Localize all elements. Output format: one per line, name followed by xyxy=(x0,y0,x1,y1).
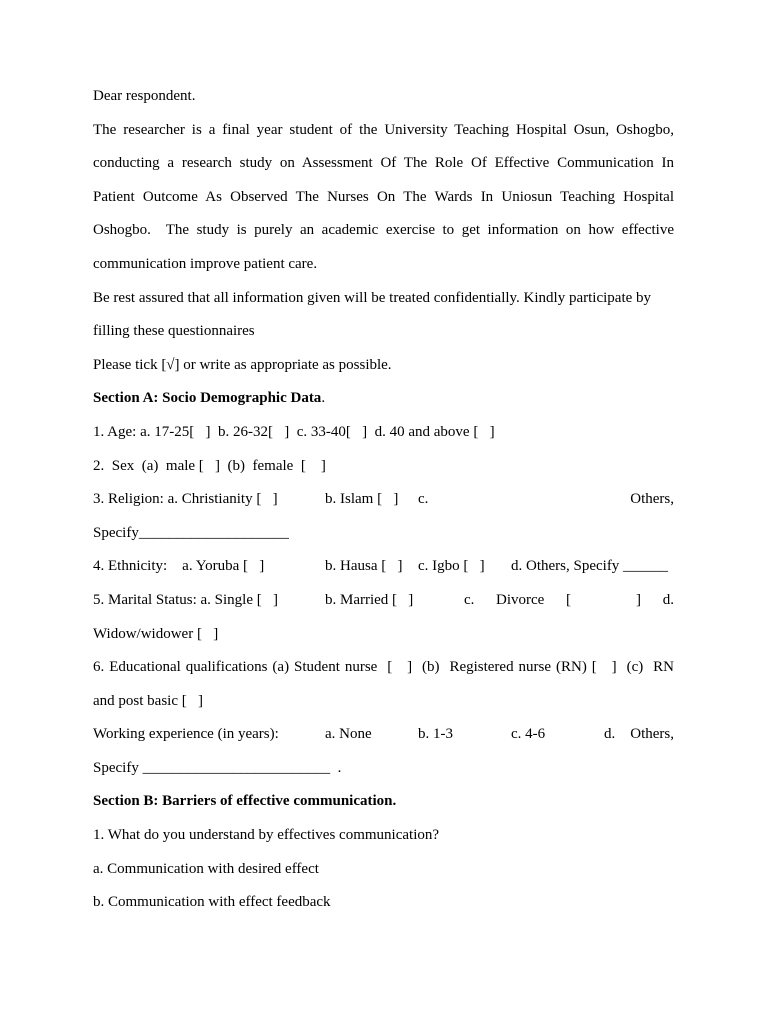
experience-label: Working experience (in years): xyxy=(93,726,279,743)
marital-divorce: Divorce xyxy=(496,591,545,608)
instruction: Please tick [√] or write as appropriate as possible. xyxy=(93,356,392,373)
question-religion xyxy=(93,487,674,521)
ethnicity-hausa: b. Hausa [ ] xyxy=(325,558,403,575)
intro-line-2: conducting a research study on Assessment Of The Role Of Effective Communication In xyxy=(93,155,674,172)
religion-islam: b. Islam [ ] xyxy=(325,491,399,508)
marital-c: c. xyxy=(464,591,475,608)
section-b-option-b: b. Communication with effect feedback xyxy=(93,894,331,911)
question-working-experience xyxy=(93,722,674,756)
religion-c: c. xyxy=(418,491,429,508)
marital-bracket-open: [ xyxy=(566,591,571,608)
religion-specify: Specify____________________ xyxy=(93,524,289,541)
section-a-heading xyxy=(93,386,674,420)
section-a-title: Section A: Socio Demographic Data xyxy=(93,390,322,407)
intro-line-4: Oshogbo. The study is purely an academic exercise to get information on how effective xyxy=(93,222,674,239)
ethnicity-igbo: c. Igbo [ ] xyxy=(418,558,485,575)
marital-d: d. xyxy=(662,591,674,608)
experience-d: d. xyxy=(604,726,616,743)
section-b-question-1: 1. What do you understand by effectives communication? xyxy=(93,827,440,844)
experience-none: a. None xyxy=(325,726,372,743)
question-marital-status xyxy=(93,588,674,622)
questionnaire-page xyxy=(93,84,674,924)
question-sex: 2. Sex (a) male [ ] (b) female [ ] xyxy=(93,457,326,474)
experience-4-6: c. 4-6 xyxy=(511,726,546,743)
assurance-line-2: filling these questionnaires xyxy=(93,323,255,340)
question-age: 1. Age: a. 17-25[ ] b. 26-32[ ] c. 33-40[ ] d. 40 and above [ ] xyxy=(93,423,495,440)
marital-married: b. Married [ ] xyxy=(325,591,414,608)
intro-line-3: Patient Outcome As Observed The Nurses On The Wards In Uniosun Teaching Hospital xyxy=(93,188,674,205)
religion-christianity: 3. Religion: a. Christianity [ ] xyxy=(93,491,278,508)
assurance-line-1: Be rest assured that all information given will be treated confidentially. Kindly participate by xyxy=(93,289,652,306)
question-education-line-1: 6. Educational qualifications (a) Student nurse [ ] (b) Registered nurse (RN) [ ] (c) RN xyxy=(93,659,674,676)
marital-widow: Widow/widower [ ] xyxy=(93,625,219,642)
experience-1-3: b. 1-3 xyxy=(418,726,453,743)
ethnicity-yoruba: 4. Ethnicity: a. Yoruba [ ] xyxy=(93,558,265,575)
experience-specify: Specify _________________________ . xyxy=(93,759,342,776)
experience-others: Others, xyxy=(630,726,674,743)
question-ethnicity xyxy=(93,554,674,588)
marital-bracket-close: ] xyxy=(636,591,641,608)
marital-single: 5. Marital Status: a. Single [ ] xyxy=(93,591,278,608)
question-education-line-2: and post basic [ ] xyxy=(93,692,203,709)
ethnicity-others: d. Others, Specify ______ xyxy=(511,558,669,575)
intro-line-1: The researcher is a final year student of the University Teaching Hospital Osun, Oshogbo, xyxy=(93,121,674,138)
section-b-title: Section B: Barriers of effective communication. xyxy=(93,793,397,810)
greeting: Dear respondent. xyxy=(93,88,196,104)
religion-others: Others, xyxy=(630,491,674,508)
section-a-title-dot: . xyxy=(321,390,326,407)
intro-line-5: communication improve patient care. xyxy=(93,255,318,272)
section-b-option-a: a. Communication with desired effect xyxy=(93,860,319,877)
